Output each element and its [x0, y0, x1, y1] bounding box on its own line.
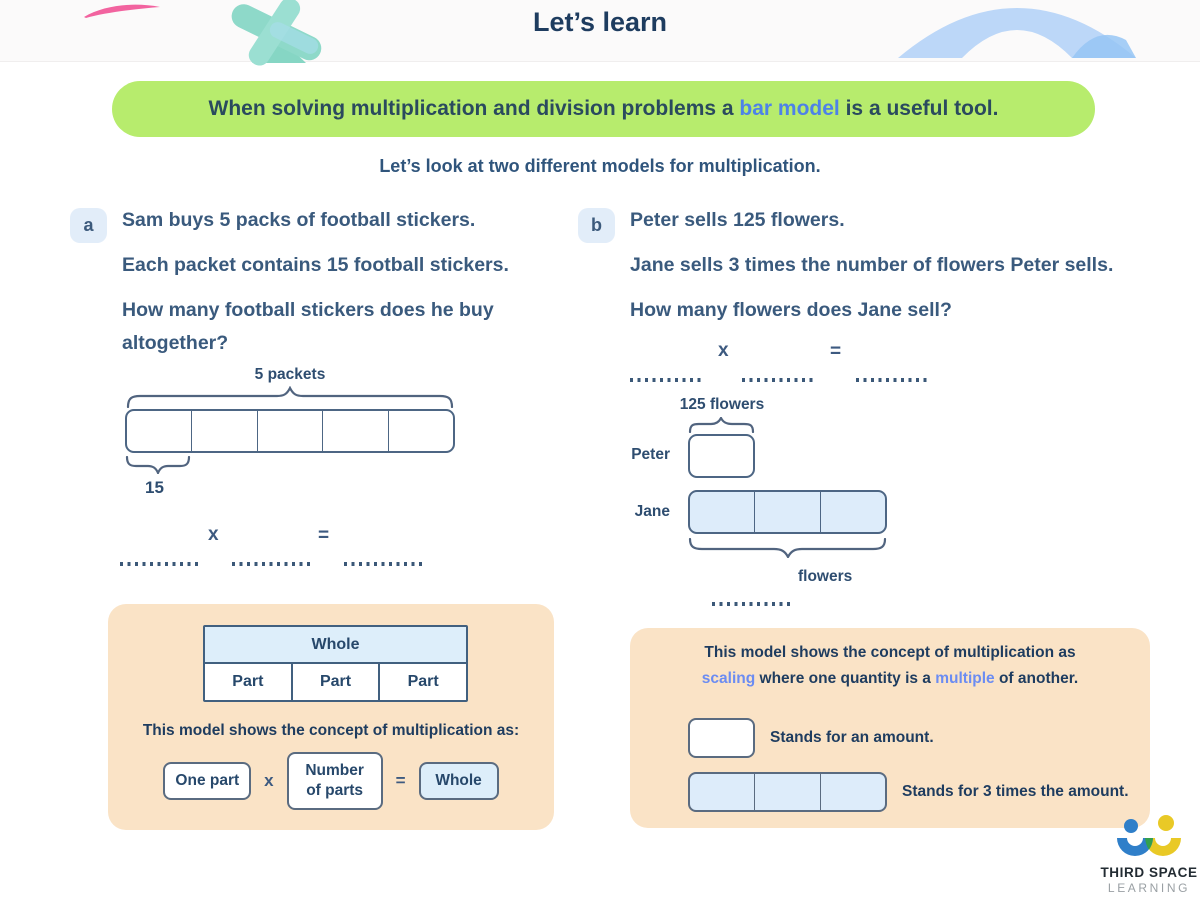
logo-text-line1: THIRD SPACE [1100, 865, 1198, 880]
equation-a-blank-1 [120, 562, 198, 566]
bar-model-a-unit-label: 15 [145, 478, 164, 497]
bar-b-cell [821, 492, 885, 532]
equation-a-multiply-sign: x [208, 524, 219, 545]
panel-a-caption: This model shows the concept of multiplication as: [142, 722, 520, 739]
bar-model-b-row2-name: Jane [634, 503, 670, 520]
bar-a-cell [389, 411, 453, 451]
table-part-cell: Part [293, 664, 381, 700]
equation-b-blank-2 [742, 378, 816, 382]
equation-b-multiply-sign: x [718, 340, 729, 361]
key-idea-banner [112, 81, 1095, 137]
panel-a-multiply-sign: x [264, 771, 274, 790]
logo-text-line2: LEARNING [1107, 881, 1191, 895]
bar-b-cell [690, 492, 755, 532]
bar-a-cell [192, 411, 257, 451]
equation-b [630, 340, 936, 386]
panel-b-caption-line2: scaling where one quantity is a multiple of another. [701, 670, 1079, 687]
brace-up-5-packets [125, 386, 455, 408]
panel-b-legend-1 [688, 718, 934, 758]
problem-b-badge: b [578, 208, 615, 243]
table-part-cell: Part [205, 664, 293, 700]
brace-down-15 [125, 456, 191, 474]
problem-b-line3: How many flowers does Jane sell? [630, 299, 952, 321]
problem-a-line1: Sam buys 5 packs of football stickers. [122, 209, 476, 231]
bar-a-cell [258, 411, 323, 451]
equation-a-blank-2 [232, 562, 310, 566]
table-part-cell: Part [407, 673, 439, 690]
problem-b-line2: Jane sells 3 times the number of flowers Peter sells. [630, 254, 1114, 276]
panel-a-part-whole [108, 604, 554, 830]
problem-a-text [122, 204, 570, 372]
panel-b-caption-line1: This model shows the concept of multiplication as [704, 644, 1076, 661]
legend-1-text: Stands for an amount. [770, 729, 934, 746]
bar-model-b-answer-blank [712, 602, 792, 606]
logo-icon [1117, 812, 1181, 858]
problem-a-badge: a [70, 208, 107, 243]
problem-a-line3: How many football stickers does he buy altogether? [122, 299, 494, 354]
equation-b-blank-3 [856, 378, 930, 382]
problem-b-line1: Peter sells 125 flowers. [630, 209, 845, 231]
equation-b-blank-1 [630, 378, 704, 382]
page-title: Let’s learn [532, 7, 668, 37]
legend-cell [755, 774, 820, 810]
bar-b-cell [755, 492, 820, 532]
banner-highlight-bar-model: bar model [739, 97, 840, 120]
panel-a-equation [108, 752, 554, 810]
legend-single-box [688, 718, 755, 758]
bar-b-peter-box [688, 434, 755, 478]
equation-a-blank-3 [344, 562, 422, 566]
scaling-keyword: scaling [701, 670, 756, 687]
equation-box-one-part: One part [163, 762, 251, 800]
banner-text-post: is a useful tool. [839, 97, 999, 120]
equation-box-whole: Whole [419, 762, 499, 800]
table-whole-cell: Whole [205, 627, 466, 664]
legend-cell [690, 774, 755, 810]
problem-b-text [630, 204, 1165, 339]
legend-triple-box [688, 772, 887, 812]
bar-a-5-cells [125, 409, 455, 453]
equation-b-equals-sign: = [830, 341, 842, 362]
bar-model-a-top-label: 5 packets [254, 366, 326, 383]
panel-a-equals-sign: = [395, 771, 406, 790]
part-whole-table [203, 625, 468, 702]
panel-b-legend-2 [688, 772, 1129, 812]
bar-model-b-row1-name: Peter [631, 446, 670, 463]
subtitle: Let’s look at two different models for multiplication. [379, 156, 821, 176]
header-bar [0, 0, 1200, 62]
bar-model-b-top-label: 125 flowers [679, 396, 765, 413]
equation-box-number-of-parts: Number of parts [287, 752, 383, 810]
equation-a [120, 524, 430, 570]
third-space-learning-logo [1093, 812, 1200, 895]
legend-2-text: Stands for 3 times the amount. [902, 783, 1129, 800]
equation-a-equals-sign: = [318, 525, 330, 546]
bar-model-b-bottom-label: flowers [798, 568, 853, 585]
multiple-keyword: multiple [935, 670, 995, 687]
bar-a-cell [323, 411, 388, 451]
bar-a-cell [127, 411, 192, 451]
banner-text-pre: When solving multiplication and division problems a [208, 97, 740, 120]
legend-cell [821, 774, 885, 810]
problem-a-line2: Each packet contains 15 football stickers. [122, 254, 509, 276]
brace-up-125-flowers [688, 417, 755, 433]
brace-down-flowers [688, 538, 887, 558]
panel-b-scaling [630, 628, 1150, 828]
bar-model-a [125, 366, 455, 498]
bar-b-jane-3-cells [688, 490, 887, 534]
